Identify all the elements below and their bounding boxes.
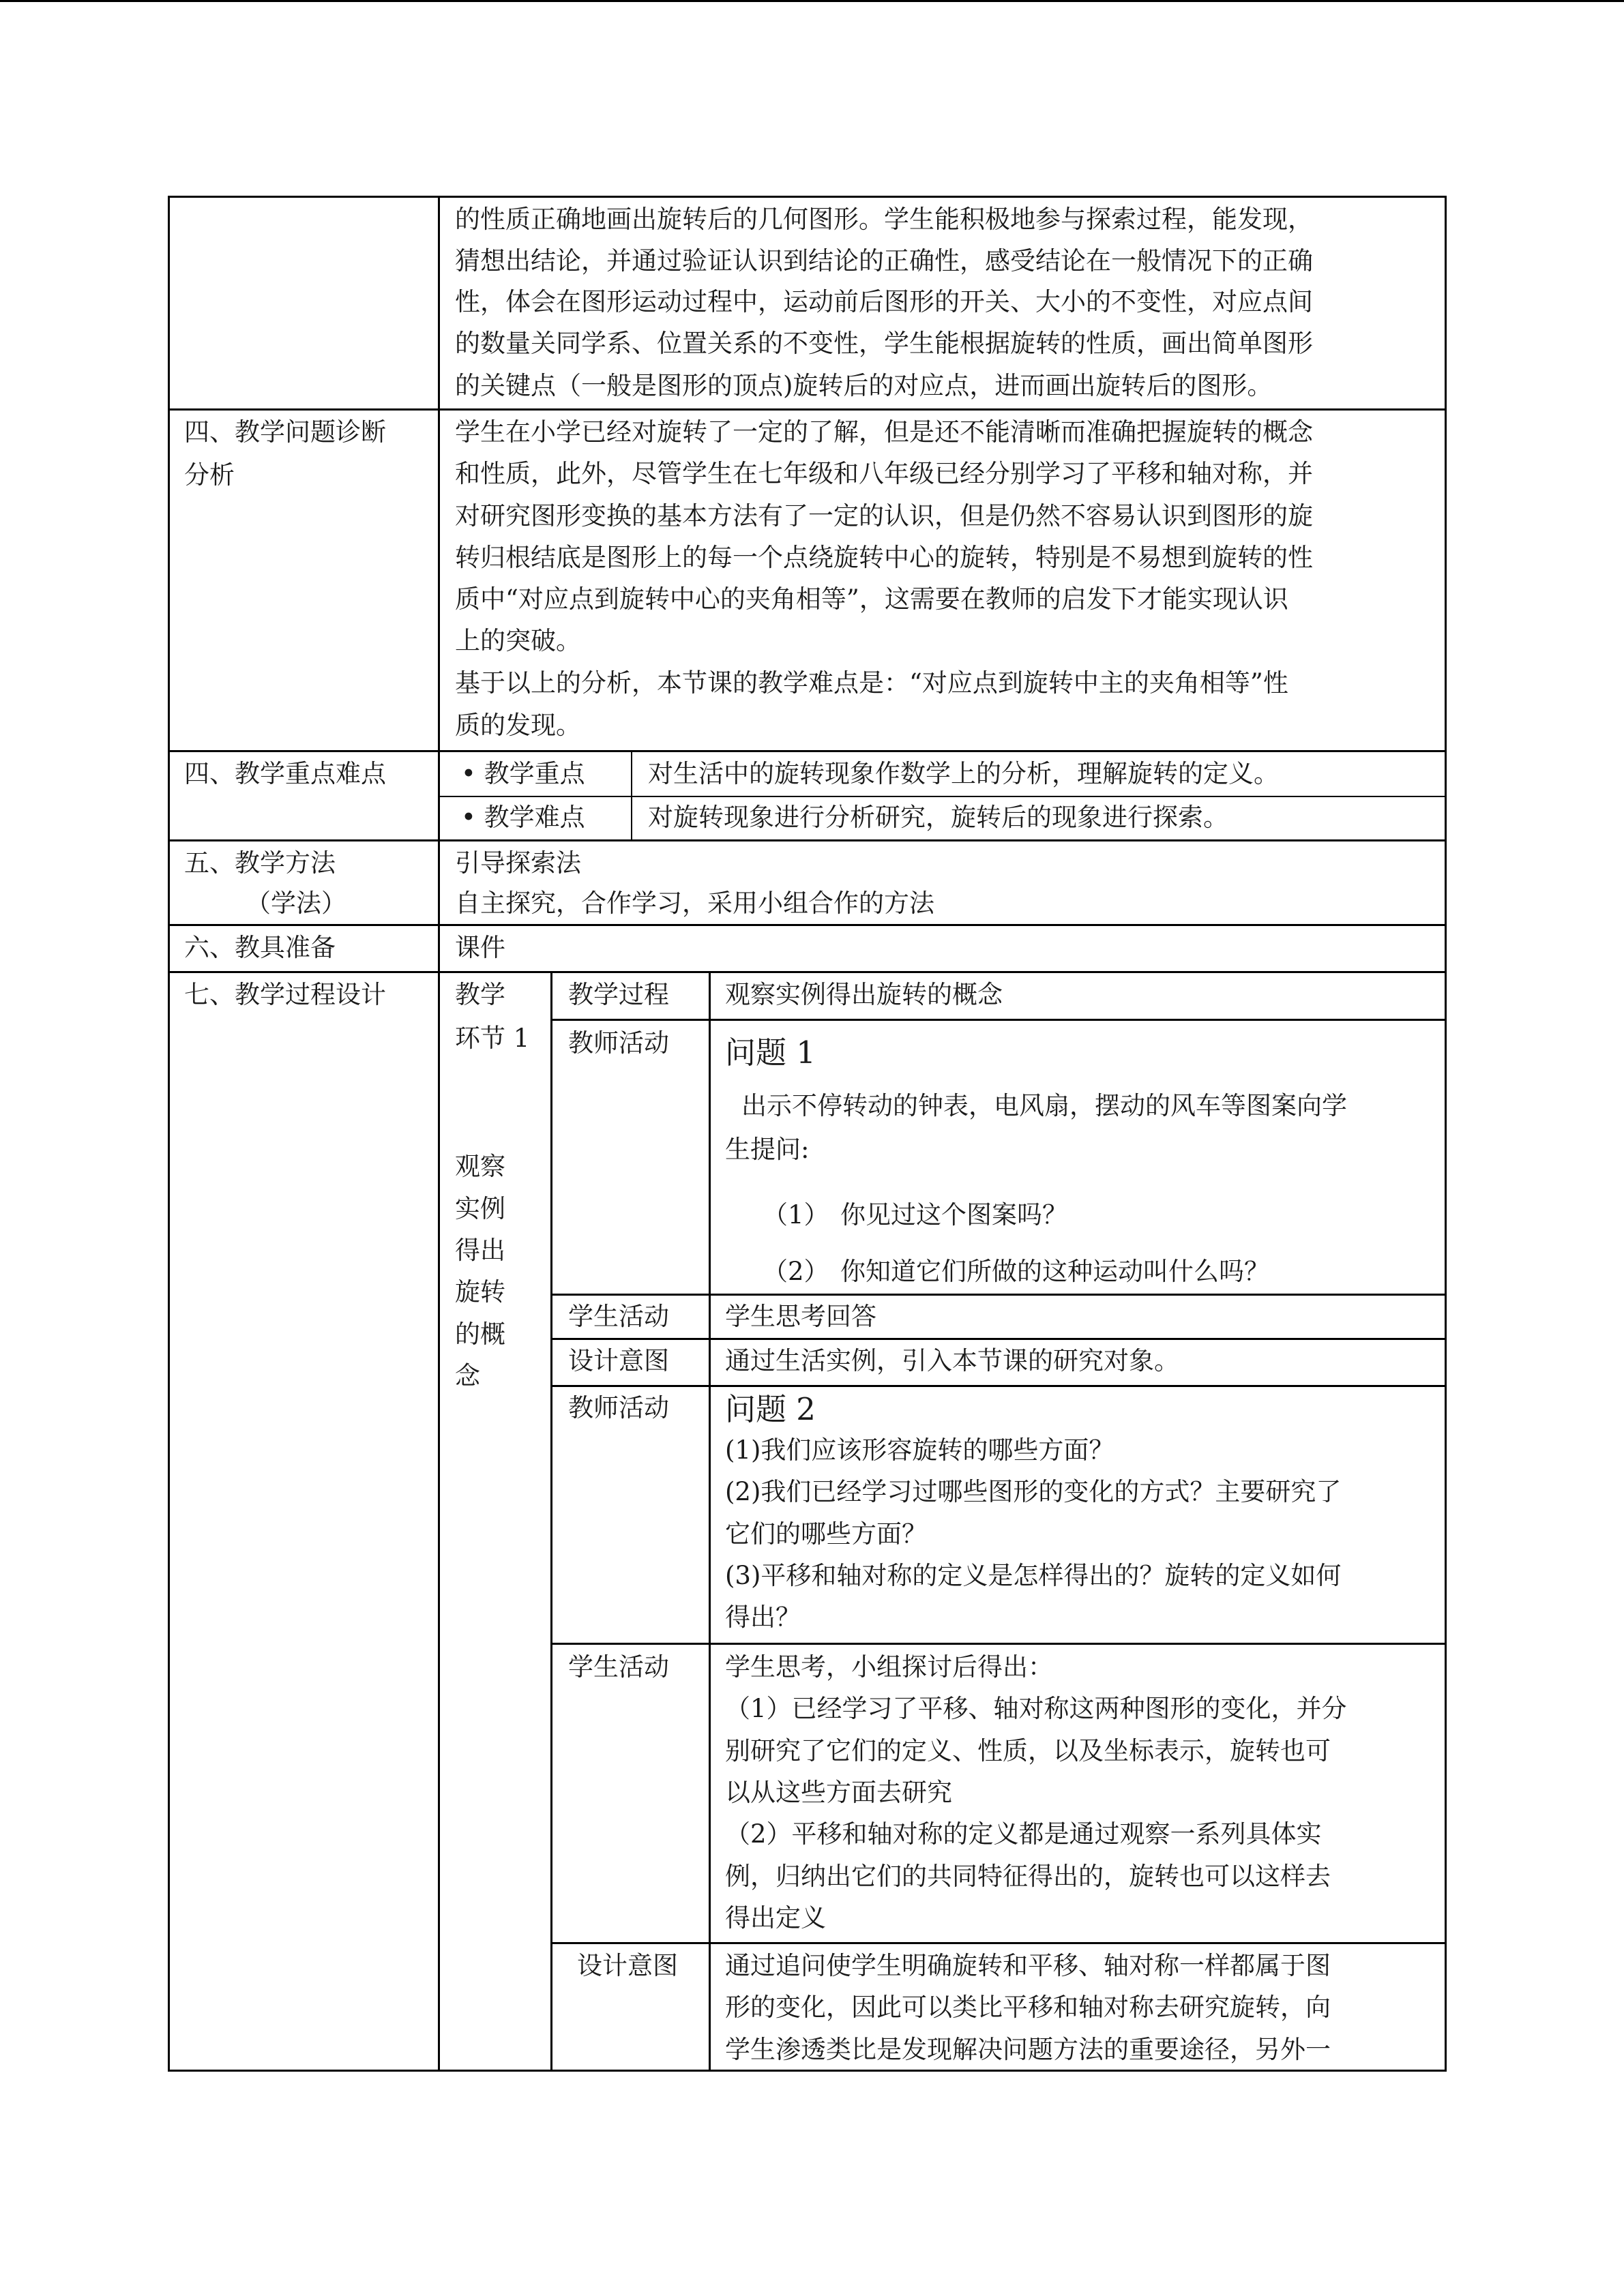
paragraph-line: 基于以上的分析，本节课的教学难点是：“对应点到旋转中主的夹角相等”性 xyxy=(455,668,1288,698)
activity-line: 别研究了它们的定义、性质，以及坐标表示，旋转也可 xyxy=(725,1736,1331,1765)
row-separator xyxy=(168,971,1447,973)
row-separator xyxy=(168,750,1447,752)
role-label: 设计意图 xyxy=(577,1951,678,1980)
role-label: 设计意图 xyxy=(568,1346,669,1375)
activity-line: 学生思考，小组探讨后得出： xyxy=(725,1652,1053,1682)
question-title: 问题 1 xyxy=(725,1034,816,1071)
role-label: 学生活动 xyxy=(568,1302,669,1331)
process-row-separator xyxy=(550,1338,1447,1340)
process-row-separator xyxy=(550,1942,1447,1944)
keypoint-tag: • 教学难点 xyxy=(461,803,585,832)
question-number: （1） xyxy=(763,1200,829,1229)
question-text: 你知道它们所做的这种运动叫什么吗？ xyxy=(840,1257,1269,1286)
activity-line: 出示不停转动的钟表，电风扇，摆动的风车等图案向学 xyxy=(741,1091,1347,1120)
process-row-separator xyxy=(550,1643,1447,1645)
question-number: （2） xyxy=(763,1257,829,1286)
table-border-right xyxy=(1445,196,1447,2072)
paragraph-line: 性，体会在图形运动过程中，运动前后图形的开关、大小的不变性，对应点间 xyxy=(455,287,1313,316)
paragraph-line: 猜想出结论，并通过验证认识到结论的正确性，感受结论在一般情况下的正确 xyxy=(455,246,1313,275)
row-label: 四、教学重点难点 xyxy=(184,759,386,788)
method-line: 引导探索法 xyxy=(455,848,581,878)
section-label-line: 得出 xyxy=(455,1236,505,1265)
table-border-top xyxy=(168,196,1447,198)
question-text: 你见过这个图案吗？ xyxy=(840,1200,1067,1229)
keypoint-text: 对生活中的旋转现象作数学上的分析，理解旋转的定义。 xyxy=(648,759,1279,788)
row-label: 六、教具准备 xyxy=(184,933,336,962)
process-section-divider xyxy=(550,971,552,2072)
activity-line: 生提问: xyxy=(725,1135,810,1164)
section-label-line: 旋转 xyxy=(455,1277,505,1307)
row-separator xyxy=(168,924,1447,926)
activity-line: 以从这些方面去研究 xyxy=(725,1778,952,1807)
activity-line: 例，归纳出它们的共同特征得出的，旋转也可以这样去 xyxy=(725,1862,1331,1891)
role-label: 学生活动 xyxy=(568,1652,669,1682)
activity-line: (3)平移和轴对称的定义是怎样得出的？旋转的定义如何 xyxy=(725,1561,1342,1590)
activity-line: （2）平移和轴对称的定义都是通过观察一系列具体实 xyxy=(725,1819,1322,1849)
table-border-bottom xyxy=(168,2070,1447,2072)
tools-value: 课件 xyxy=(455,933,505,962)
paragraph-line: 转归根结底是图形上的每一个点绕旋转中心的旋转，特别是不易想到旋转的性 xyxy=(455,543,1313,572)
activity-line: 学生渗透类比是发现解决问题方法的重要途径，另外一 xyxy=(725,2035,1331,2064)
table-border-left xyxy=(168,196,170,2072)
process-row-separator xyxy=(550,1294,1447,1296)
section-label-line: 观察 xyxy=(455,1152,505,1181)
process-value: 观察实例得出旋转的概念 xyxy=(725,980,1003,1009)
row-label: 五、教学方法 xyxy=(184,848,336,878)
activity-line: 通过追问使学生明确旋转和平移、轴对称一样都属于图 xyxy=(725,1951,1331,1980)
label-column-divider xyxy=(438,196,440,2072)
keypoints-row-separator xyxy=(438,796,1447,797)
row-label: 分析 xyxy=(184,460,235,490)
paragraph-line: 对研究图形变换的基本方法有了一定的认识，但是仍然不容易认识到图形的旋 xyxy=(455,501,1313,531)
method-line: 自主探究，合作学习，采用小组合作的方法 xyxy=(455,889,934,918)
process-row-separator xyxy=(550,1019,1447,1021)
role-label: 教学过程 xyxy=(568,980,669,1009)
paragraph-line: 和性质，此外，尽管学生在七年级和八年级已经分别学习了平移和轴对称，并 xyxy=(455,459,1313,488)
row-separator xyxy=(168,408,1447,411)
activity-line: 学生思考回答 xyxy=(725,1302,876,1331)
paragraph-line: 上的突破。 xyxy=(455,626,581,655)
activity-line: (1)我们应该形容旋转的哪些方面？ xyxy=(725,1435,1114,1465)
keypoint-tag: • 教学重点 xyxy=(461,759,585,788)
row-label: 四、教学问题诊断 xyxy=(184,417,386,447)
activity-line: （1）已经学习了平移、轴对称这两种图形的变化，并分 xyxy=(725,1694,1347,1723)
activity-line: 得出定义 xyxy=(725,1903,826,1933)
activity-line: 得出？ xyxy=(725,1602,801,1632)
paragraph-line: 质中“对应点到旋转中心的夹角相等”，这需要在教师的启发下才能实现认识 xyxy=(455,584,1288,614)
paragraph-line: 的数量关同学系、位置关系的不变性，学生能根据旋转的性质，画出简单图形 xyxy=(455,329,1313,358)
section-label-line: 念 xyxy=(455,1361,480,1390)
row-separator xyxy=(168,839,1447,841)
paragraph-line: 的关键点（一般是图形的顶点)旋转后的对应点，进而画出旋转后的图形。 xyxy=(455,371,1273,400)
section-label-line: 环节 1 xyxy=(455,1024,530,1053)
activity-line: 它们的哪些方面？ xyxy=(725,1519,927,1549)
role-label: 教师活动 xyxy=(568,1393,669,1422)
activity-line: 通过生活实例，引入本节课的研究对象。 xyxy=(725,1346,1179,1375)
role-label: 教师活动 xyxy=(568,1028,669,1058)
activity-line: (2)我们已经学习过哪些图形的变化的方式？主要研究了 xyxy=(725,1477,1342,1506)
section-label-line: 实例 xyxy=(455,1194,505,1223)
section-label-line: 教学 xyxy=(455,980,505,1009)
process-role-divider xyxy=(709,971,711,2072)
row-label: 七、教学过程设计 xyxy=(184,980,386,1009)
keypoints-tag-divider xyxy=(631,750,632,839)
page-top-border xyxy=(0,0,1624,2)
question-title: 问题 2 xyxy=(725,1391,816,1427)
process-row-separator xyxy=(550,1385,1447,1387)
paragraph-line: 质的发现。 xyxy=(455,711,581,740)
paragraph-line: 的性质正确地画出旋转后的几何图形。学生能积极地参与探索过程，能发现， xyxy=(455,205,1313,234)
activity-line: 形的变化，因此可以类比平移和轴对称去研究旋转，向 xyxy=(725,1993,1331,2022)
section-label-line: 的概 xyxy=(455,1320,505,1349)
paragraph-line: 学生在小学已经对旋转了一定的了解，但是还不能清晰而准确把握旋转的概念 xyxy=(455,417,1313,447)
row-label: （学法） xyxy=(246,889,346,918)
keypoint-text: 对旋转现象进行分析研究，旋转后的现象进行探索。 xyxy=(648,803,1228,832)
